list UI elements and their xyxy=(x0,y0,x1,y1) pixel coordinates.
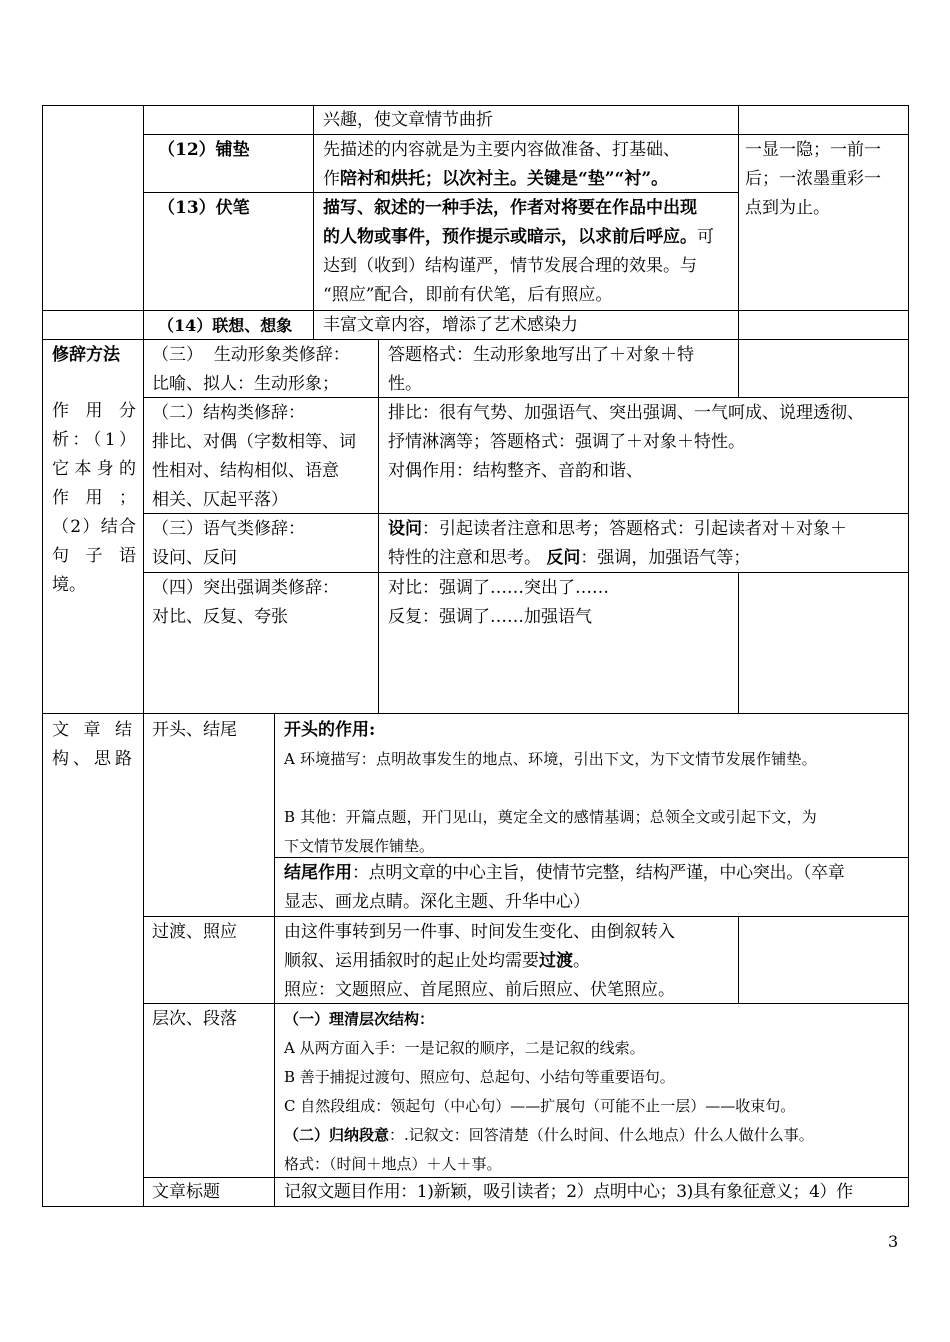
analysis-line: 它本身的 xyxy=(52,459,136,479)
rhetoric-line: （四）突出强调类修辞： xyxy=(152,578,339,598)
answer-line: 反复：强调了……加强语气 xyxy=(388,607,592,627)
transition-text xyxy=(284,918,736,1005)
col-line xyxy=(738,105,739,339)
analysis-line: 句 子 语 xyxy=(52,546,136,566)
col-line xyxy=(313,105,314,339)
rhetoric-emphasis-answer xyxy=(388,574,736,632)
table-border-right xyxy=(908,105,909,1206)
row12-text-plain: 作 xyxy=(323,169,340,189)
transition-line: 照应：文题照应、首尾照应、前后照应、伏笔照应。 xyxy=(284,980,675,1000)
rhetoric-line: 相关、仄起平落） xyxy=(152,490,288,510)
opening-line: 下文情节发展作铺垫。 xyxy=(284,837,435,855)
rhetoric-line: 排比、对偶（字数相等、词 xyxy=(152,432,356,452)
row13-text-bold: 的人物或事件，预作提示或暗示，以求前后呼应。 xyxy=(323,227,697,247)
opening-line: A 环境描写：点明故事发生的地点、环境，引出下文，为下文情节发展作铺垫。 xyxy=(284,750,817,768)
row-line xyxy=(42,713,909,714)
ending-line xyxy=(284,859,906,888)
opening-heading: 开头的作用: xyxy=(284,720,376,740)
structure-title xyxy=(52,716,132,774)
rhetoric-vivid xyxy=(152,341,374,399)
opening-line: B 其他：开篇点题，开门见山，奠定全文的感情基调；总领全文或引起下文，为 xyxy=(284,808,817,826)
answer-line: 答题格式：生动形象地写出了＋对象＋特 xyxy=(388,345,694,365)
analysis-line: 作 用 ； xyxy=(52,488,136,508)
article-title-label: 文章标题 xyxy=(152,1182,220,1202)
rhetoric-line: 设问、反问 xyxy=(152,548,237,568)
ending-line: 显志、画龙点睛。深化主题、升华中心） xyxy=(284,892,590,912)
layer-text-plain: ：.记叙文：回答清楚（什么时间、什么地点）什么人做什么事。 xyxy=(389,1126,814,1144)
layer-heading: （一）理清层次结构： xyxy=(284,1010,435,1028)
transition-text-plain: 。 xyxy=(573,951,590,971)
row12-text xyxy=(323,136,735,194)
layer-line: 格式：（时间＋地点）＋人＋事。 xyxy=(284,1155,502,1173)
ending-heading: 结尾作用 xyxy=(284,863,352,883)
answer-line: 对偶作用：结构整齐、音韵和谐、 xyxy=(388,461,643,481)
structure-title-line: 构、思路 xyxy=(52,749,132,769)
row12-line xyxy=(323,165,735,194)
rhetoric-tone-answer xyxy=(388,515,906,573)
col-line xyxy=(143,339,144,713)
row12-line: 先描述的内容就是为主要内容做准备、打基础、 xyxy=(323,140,680,160)
opening-ending-label: 开头、结尾 xyxy=(152,720,237,740)
answer-text: ：强调，加强语气等； xyxy=(580,548,751,568)
rhetoric-structure xyxy=(152,399,374,515)
right-note-line: 后；一浓墨重彩一 xyxy=(745,169,881,189)
layer-text xyxy=(284,1005,906,1179)
row13-text xyxy=(323,194,735,310)
page-number: 3 xyxy=(888,1232,899,1251)
rhetoric-line: （三）语气类修辞： xyxy=(152,519,305,539)
rhetoric-line: 比喻、拟人：生动形象； xyxy=(152,374,339,394)
rhetoric-structure-answer xyxy=(388,399,906,486)
row12-label: （12）铺垫 xyxy=(158,140,250,160)
structure-title-line: 文 章 结 xyxy=(52,720,132,740)
layer-line: C 自然段组成：领起句（中心句）——扩展句（可能不止一层）——收束句。 xyxy=(284,1097,796,1115)
right-note-line: 点到为止。 xyxy=(745,198,830,218)
col-line xyxy=(143,105,144,339)
term-bold: 设问 xyxy=(388,519,422,539)
analysis-line: 境。 xyxy=(52,575,86,595)
col-line xyxy=(274,713,275,1206)
row14-text: 丰富文章内容，增添了艺术感染力 xyxy=(323,315,578,335)
rhetoric-line: （三） 生动形象类修辞： xyxy=(152,345,350,365)
answer-text: ：引起读者注意和思考；答题格式：引起读者对＋对象＋ xyxy=(422,519,847,539)
ending-function xyxy=(284,859,906,917)
analysis-line: （2）结合 xyxy=(52,517,136,537)
term-bold: 反问 xyxy=(546,548,581,568)
answer-line: 对比：强调了……突出了…… xyxy=(388,578,609,598)
layer-line: B 善于捕捉过渡句、照应句、总起句、小结句等重要语句。 xyxy=(284,1068,675,1086)
right-note xyxy=(745,136,905,223)
col-line xyxy=(738,339,739,397)
layer-line xyxy=(284,1121,906,1150)
col-line xyxy=(143,713,144,1206)
analysis-line: 作 用 分 xyxy=(52,401,136,421)
layer-subheading: （二）归纳段意 xyxy=(284,1126,390,1144)
transition-text-plain: 顺叙、运用插叙时的起止处均需要 xyxy=(284,951,539,971)
row13-label: （13）伏笔 xyxy=(158,198,250,218)
row14-label: （14）联想、想象 xyxy=(158,316,293,335)
col-line xyxy=(378,339,379,713)
col-line xyxy=(738,572,739,713)
row11-continuation: 兴趣，使文章情节曲折 xyxy=(323,110,493,130)
layer-label: 层次、段落 xyxy=(152,1009,237,1029)
rhetoric-vivid-answer xyxy=(388,341,736,399)
row13-line: 达到（收到）结构谨严，情节发展合理的效果。与 xyxy=(323,256,697,276)
answer-text: 特性的注意和思考。 xyxy=(388,548,541,568)
right-note-line: 一显一隐；一前一 xyxy=(745,140,881,160)
row12-text-bold: 陪衬和烘托；以次衬主。关键是“垫”“衬”。 xyxy=(340,169,669,189)
answer-line: 性。 xyxy=(388,374,422,394)
ending-text: ：点明文章的中心主旨，使情节完整，结构严谨，中心突出。（卒章 xyxy=(352,863,845,883)
row13-line: “照应”配合，即前有伏笔，后有照应。 xyxy=(323,285,613,305)
rhetoric-line: （二）结构类修辞： xyxy=(152,403,305,423)
row-line xyxy=(143,134,909,135)
article-title-text: 记叙文题目作用：1)新颖，吸引读者；2）点明中心；3)具有象征意义；4）作 xyxy=(284,1182,853,1202)
rhetoric-line: 对比、反复、夸张 xyxy=(152,607,288,627)
transition-line xyxy=(284,947,736,976)
answer-line xyxy=(388,515,906,544)
transition-line: 由这件事转到另一件事、时间发生变化、由倒叙转入 xyxy=(284,922,675,942)
transition-label: 过渡、照应 xyxy=(152,922,237,942)
row13-line: 描写、叙述的一种手法，作者对将要在作品中出现 xyxy=(323,198,697,218)
row13-line xyxy=(323,223,735,252)
transition-text-bold: 过渡 xyxy=(539,951,573,971)
spacer xyxy=(284,774,906,803)
rhetoric-line: 性相对、结构相似、语意 xyxy=(152,461,339,481)
row13-text-plain: 可 xyxy=(697,227,714,247)
answer-line: 抒情淋漓等；答题格式：强调了＋对象＋特性。 xyxy=(388,432,745,452)
table-border-left xyxy=(42,105,43,1206)
rhetoric-emphasis xyxy=(152,574,374,632)
col-line xyxy=(738,916,739,1003)
layer-line: A 从两方面入手：一是记叙的顺序，二是记叙的线索。 xyxy=(284,1039,645,1057)
answer-line xyxy=(388,544,906,573)
rhetoric-analysis xyxy=(52,397,136,600)
opening-function xyxy=(284,716,906,861)
rhetoric-tone xyxy=(152,515,374,573)
answer-line: 排比：很有气势、加强语气、突出强调、一气呵成、说理透彻、 xyxy=(388,403,864,423)
rhetoric-title: 修辞方法 xyxy=(52,345,120,365)
analysis-line: 析：（1） xyxy=(52,430,136,450)
